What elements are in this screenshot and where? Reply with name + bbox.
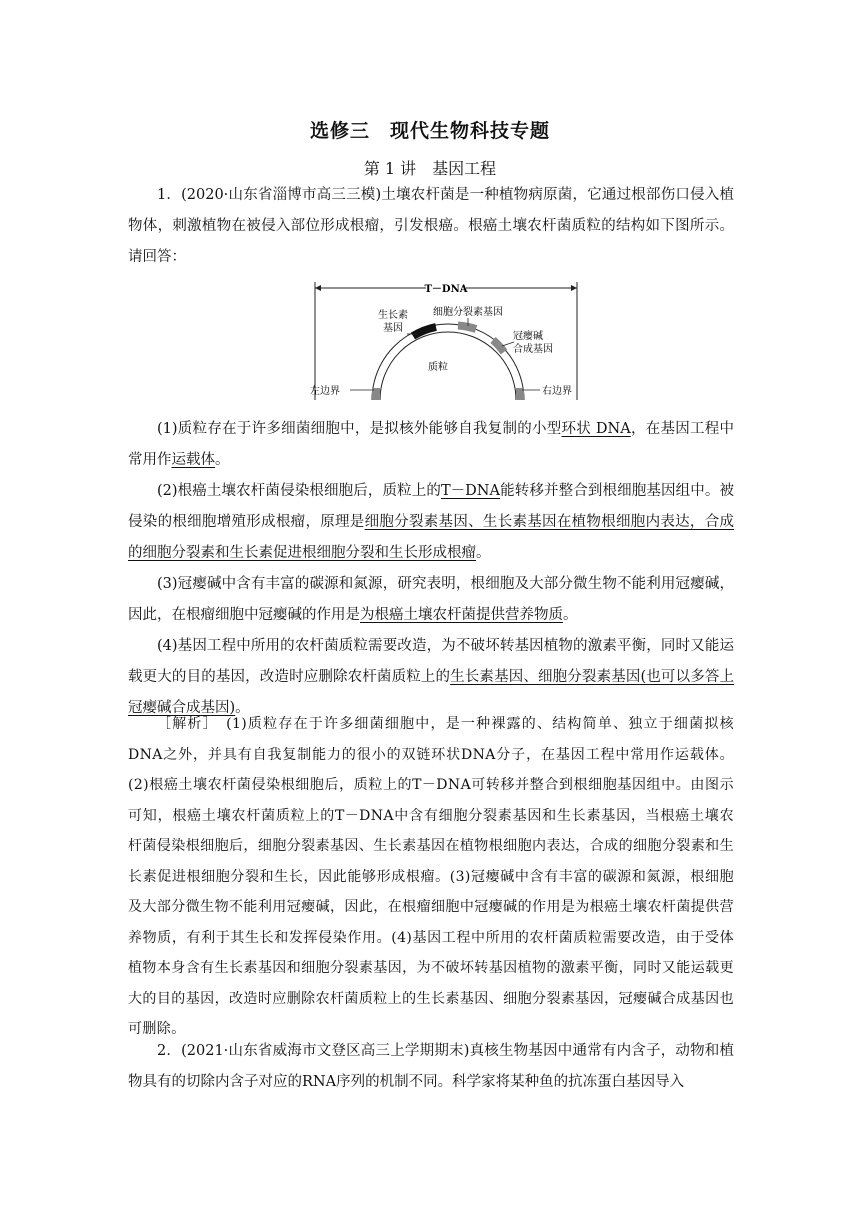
question-1-part-2: (2)根癌土壤农杆菌侵染根细胞后，质粒上的T－DNA能转移并整合到根细胞基因组中。被侵染的根细胞增殖形成根瘤，原理是细胞分裂素基因、生长素基因在植物根细胞内表达，合成的细胞分裂素和生长素促进根细胞分裂和生长形成根瘤。 [128, 483, 735, 561]
auxin-gene-label-line1: 生长素 [378, 310, 408, 321]
opine-gene-label-line1: 冠瘿碱 [513, 331, 543, 342]
page-title: 选修三 现代生物科技专题 [309, 120, 550, 142]
lecture-subtitle: 第 1 讲 基因工程 [363, 159, 497, 178]
answer-2b: 细胞分裂素基因、生长素基因在植物根细胞内表达，合成的细胞分裂素和生长素促进根细胞分裂和生长形成根瘤 [128, 514, 735, 561]
auxin-gene-label-line2: 基因 [383, 323, 403, 334]
answer-1a: 环状 DNA [561, 421, 631, 437]
question-1-part-4: (4)基因工程中所用的农杆菌质粒需要改造，为不破坏转基因植物的激素平衡，同时又能运载更大的目的基因，改造时应删除农杆菌质粒上的生长素基因、细胞分裂素基因(也可以多答上冠瘿碱合成基因)。 [128, 638, 735, 716]
plasmid-label: 质粒 [428, 362, 448, 373]
question-1-part-3: (3)冠瘿碱中含有丰富的碳源和氮源，研究表明，根细胞及大部分微生物不能利用冠瘿碱，因此，在根瘤细胞中冠瘿碱的作用是为根癌土壤农杆菌提供营养物质。 [128, 576, 734, 623]
answer-3: 为根癌土壤农杆菌提供营养物质 [360, 607, 563, 623]
question-2-intro: 2．(2021·山东省威海市文登区高三上学期期末)真核生物基因中通常有内含子，动物和植物具有的切除内含子对应的RNA序列的机制不同。科学家将某种鱼的抗冻蛋白基因导入 [128, 1043, 734, 1090]
plasmid-diagram [308, 276, 584, 406]
analysis-label: ［解析］ [157, 716, 211, 732]
question-1-part-1: (1)质粒存在于许多细菌细胞中，是拟核外能够自我复制的小型环状 DNA，在基因工程中常用作运载体。 [128, 421, 734, 468]
cytokinin-gene-segment [458, 326, 476, 330]
question-1-analysis: ［解析］ (1)质粒存在于许多细菌细胞中，是一种裸露的、结构简单、独立于细菌拟核DNA之外，并具有自我复制能力的很小的双链环状DNA分子，在基因工程中常用作运载体。(2)根癌土壤农杆菌侵染根细胞后，质粒上的T－DNA可转移并整合到根细胞基因组中。由图示可知，根癌土壤农杆菌质粒上的T－DNA中含有细胞分裂素基因和生长素基因，当根癌土壤农杆菌侵染根细胞后，细胞分裂素基因、生长素基因在植物根细胞内表达，合成的细胞分裂素和生长素促进根细胞分裂和生长，因此能够形成根瘤。(3)冠瘿碱中含有丰富的碳源和氮源，根细胞及大部分微生物不能利用冠瘿碱，因此，在根瘤细胞中冠瘿碱的作用是为根癌土壤农杆菌提供营养物质，有利于其生长和发挥侵染作用。(4)基因工程中所用的农杆菌质粒需要改造，由于受体植物本身含有生长素基因和细胞分裂素基因，为不破坏转基因植物的激素平衡，同时又能运载更大的目的基因，改造时应删除农杆菌质粒上的生长素基因、细胞分裂素基因，冠瘿碱合成基因也可删除。 [128, 716, 734, 1037]
opine-gene-label-line2: 合成基因 [513, 344, 553, 355]
question-1-intro: 1．(2020·山东省淄博市高三三模)土壤农杆菌是一种植物病原菌，它通过根部伤口侵入植物体，刺激植物在被侵入部位形成根瘤，引发根癌。根癌土壤农杆菌质粒的结构如下图所示。请回答： [128, 187, 734, 265]
left-border-label: 左边界 [310, 386, 340, 397]
answer-2a: T－DNA [440, 483, 500, 499]
right-border-label: 右边界 [542, 386, 572, 397]
auxin-gene-segment [413, 327, 436, 336]
tdna-label: T－DNA [424, 284, 468, 295]
cytokinin-gene-label: 细胞分裂素基因 [433, 307, 503, 318]
answer-1b: 运载体 [171, 452, 215, 468]
answer-4: 生长素基因、细胞分裂素基因(也可以多答上冠瘿碱合成基因) [128, 669, 735, 716]
